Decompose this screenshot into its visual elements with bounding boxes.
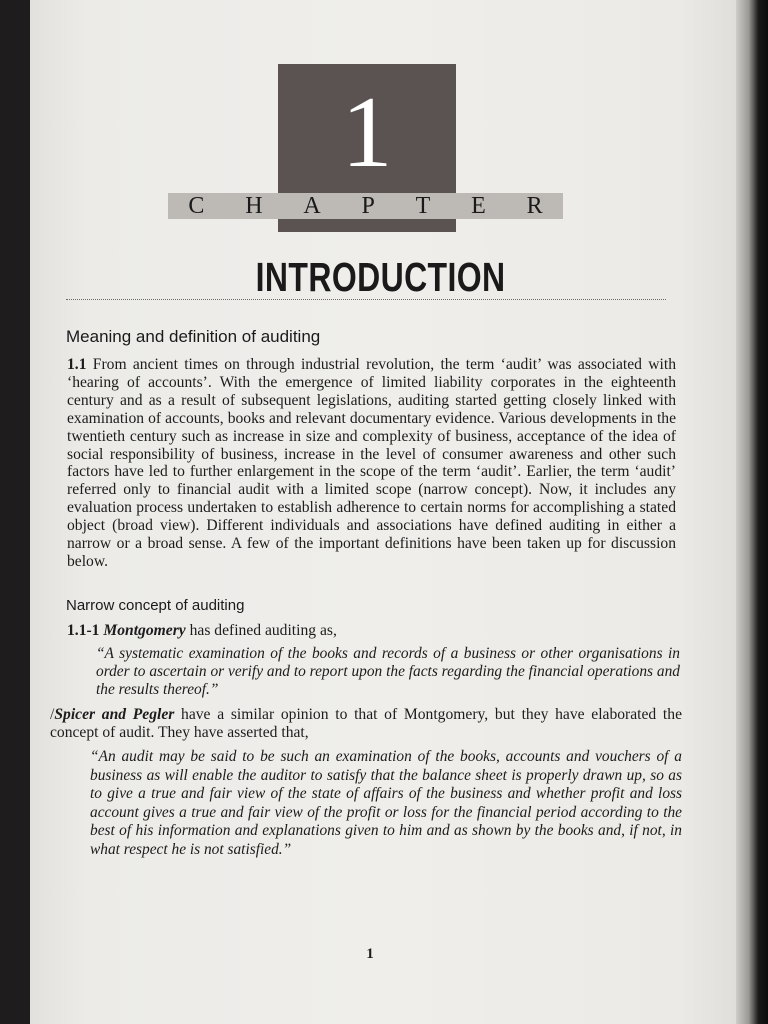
paragraph-number: 1.1-1	[67, 622, 100, 639]
intro-text: has defined auditing as,	[185, 622, 337, 639]
chapter-letter: H	[245, 192, 263, 219]
spicer-pegler-intro	[50, 706, 682, 742]
intro-text: have a similar opinion to that of Montgomery, but they have elaborated the concept of audit. They have asserted that,	[50, 706, 682, 741]
author-name: Spicer and Pegler	[54, 706, 175, 723]
page-number: 1	[366, 946, 374, 962]
title-divider	[66, 299, 666, 301]
spicer-pegler-quote: “An audit may be said to be such an examination of the books, accounts and vouchers of a business as will enable the auditor to satisfy that the balance sheet is properly drawn up, so as to give a true and fair view of the state of affairs of the business and whether profit and loss account gives a true and fair view of the profit or loss for the financial period according to the best of his information and explanations given to him and as shown by the books and, if not, in what respect he is not satisfied.”	[90, 748, 682, 858]
chapter-letter: E	[471, 192, 486, 219]
page-edge-shadow	[736, 0, 768, 1024]
chapter-letter: R	[526, 192, 543, 219]
chapter-letter: A	[303, 192, 321, 219]
book-page	[30, 0, 736, 1024]
paragraph-text: From ancient times on through industrial revolution, the term ‘audit’ was associated with ‘hearing of accounts’. With the emergence of limited liability corporates in the eighteenth century and as a result of subsequent legislations, auditing started getting closely linked with examination of accounts, books and relevant documentary evidence. Various developments in the twentieth century such as increase in size and complexity of business, acceptance of the idea of social responsibility of business, increase in the level of consumer awareness and other such factors have led to further enlargement in the scope of the term ‘audit’. Earlier, the term ‘audit’ referred only to financial audit with a limited scope (narrow concept). Now, it includes any evaluation process undertaken to establish adherence to certain norms for accomplishing a stated object (broad view). Different individuals and associations have defined auditing in either a narrow or a broad sense. A few of the important definitions have been taken up for discussion below.	[67, 356, 676, 570]
chapter-label	[168, 191, 563, 221]
pen-mark: /	[50, 706, 55, 723]
section-heading: Meaning and definition of auditing	[66, 327, 321, 346]
paragraph-1-1	[67, 356, 676, 571]
author-name: Montgomery	[103, 622, 186, 639]
chapter-letter: P	[361, 192, 375, 219]
montgomery-intro	[67, 622, 676, 640]
chapter-letter: C	[188, 192, 205, 219]
chapter-title: INTRODUCTION	[255, 254, 506, 300]
paragraph-number: 1.1	[67, 356, 87, 373]
subsection-heading: Narrow concept of auditing	[66, 597, 245, 614]
montgomery-quote: “A systematic examination of the books and records of a business or other organisations in order to ascertain or verify and to report upon the facts regarding the financial operations and the results thereof.”	[96, 645, 680, 698]
chapter-number: 1	[341, 76, 393, 189]
chapter-letter: T	[415, 192, 431, 219]
